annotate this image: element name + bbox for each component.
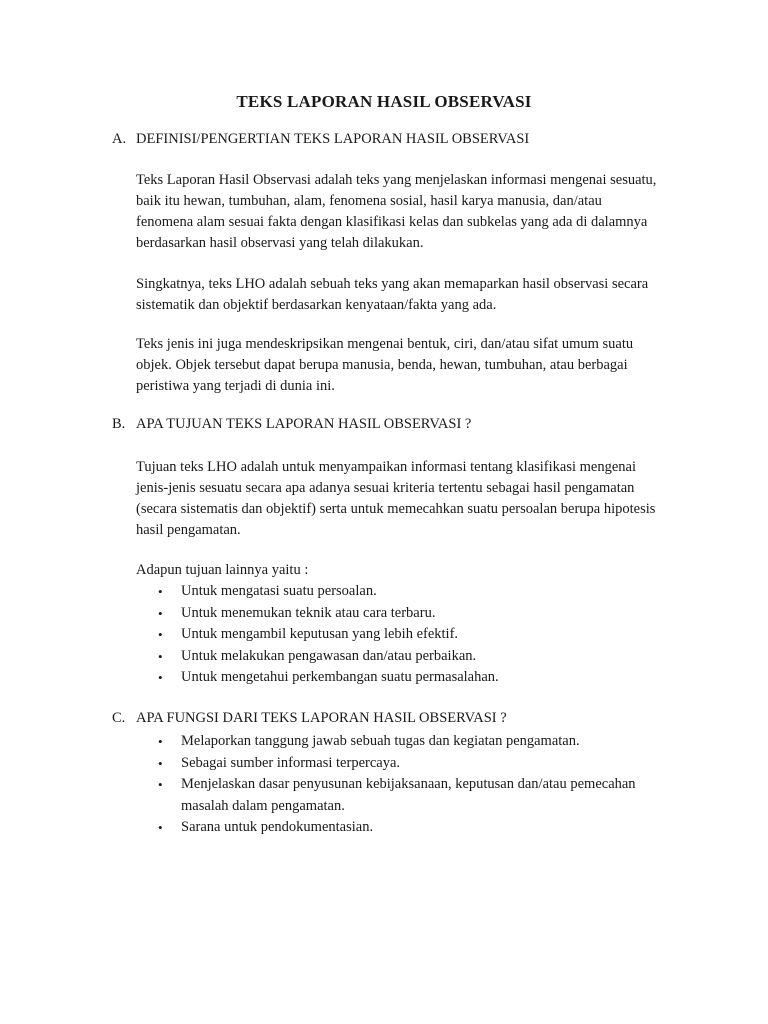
section-b-paragraph-1 <box>136 457 696 541</box>
section-c-heading <box>112 710 507 727</box>
section-a-paragraph-3 <box>136 334 696 397</box>
section-a-paragraph-2 <box>136 274 696 316</box>
list-item-text: Untuk mengatasi suatu persoalan. <box>181 583 377 599</box>
paragraph-line: sistematik dan objektif berdasarkan kenyataan/fakta yang ada. <box>136 297 497 313</box>
list-item-text: Untuk mengambil keputusan yang lebih efektif. <box>181 626 459 642</box>
bullet-icon: • <box>158 820 163 835</box>
paragraph-line: hasil pengamatan. <box>136 522 241 538</box>
list-item <box>158 731 636 753</box>
paragraph-line: fenomena alam sesuai fakta dengan klasifikasi kelas dan subkelas yang ada di dalamnya <box>136 214 648 230</box>
bullet-icon: • <box>158 755 163 771</box>
section-b-heading <box>112 416 471 433</box>
section-b-bullet-list <box>158 581 499 689</box>
paragraph-line: peristiwa yang terjadi di dunia ini. <box>136 378 335 394</box>
section-a-paragraph-1 <box>136 170 696 254</box>
section-b-letter: B. <box>112 416 126 432</box>
paragraph-line: Teks Laporan Hasil Observasi adalah teks yang menjelaskan informasi mengenai sesuatu, <box>136 172 657 188</box>
bullet-icon: • <box>158 670 163 685</box>
bullet-icon: • <box>158 605 163 621</box>
list-item-text: Sarana untuk pendokumentasian. <box>181 819 374 835</box>
list-item <box>158 646 499 668</box>
section-a-heading <box>112 131 529 148</box>
list-item-text: Untuk melakukan pengawasan dan/atau perbaikan. <box>181 647 477 664</box>
paragraph-line: Teks jenis ini juga mendeskripsikan mengenai bentuk, ciri, dan/atau sifat umum suatu <box>136 336 634 352</box>
section-c-title: APA FUNGSI DARI TEKS LAPORAN HASIL OBSERVASI ? <box>136 710 507 726</box>
paragraph-line: Adapun tujuan lainnya yaitu : <box>136 562 309 578</box>
list-item-text: Melaporkan tanggung jawab sebuah tugas dan kegiatan pengamatan. <box>181 733 580 749</box>
bullet-icon: • <box>158 777 163 792</box>
list-item <box>158 624 499 646</box>
list-item-text: masalah dalam pengamatan. <box>181 797 345 814</box>
paragraph-line: objek. Objek tersebut dapat berupa manusia, benda, hewan, tumbuhan, atau berbagai <box>136 357 628 373</box>
list-item-text: Untuk menemukan teknik atau cara terbaru. <box>181 604 436 621</box>
bullet-icon: • <box>158 627 163 642</box>
paragraph-line: jenis-jenis sesuatu secara apa adanya sesuai kriteria tertentu sebagai hasil pengamatan <box>136 480 635 496</box>
paragraph-line: (secara sistematis dan objektif) serta untuk memecahkan suatu persoalan berupa hipotesis <box>136 501 656 517</box>
bullet-icon: • <box>158 734 163 749</box>
list-item <box>158 753 636 775</box>
bullet-icon: • <box>158 648 163 664</box>
section-c-letter: C. <box>112 710 126 726</box>
list-item <box>158 603 499 625</box>
document-title: TEKS LAPORAN HASIL OBSERVASI <box>236 92 532 111</box>
paragraph-line: Singkatnya, teks LHO adalah sebuah teks yang akan memaparkan hasil observasi secara <box>136 276 649 292</box>
paragraph-line: Tujuan teks LHO adalah untuk menyampaikan informasi tentang klasifikasi mengenai <box>136 459 637 475</box>
list-item <box>158 581 499 603</box>
section-b-intro <box>136 560 696 581</box>
list-item <box>158 667 499 689</box>
section-a-letter: A. <box>112 131 127 147</box>
list-item <box>158 774 636 817</box>
section-c-bullet-list <box>158 731 636 839</box>
paragraph-line: berdasarkan hasil observasi yang telah dilakukan. <box>136 235 424 251</box>
list-item-text: Menjelaskan dasar penyusunan kebijaksanaan, keputusan dan/atau pemecahan <box>181 776 636 792</box>
list-item <box>158 817 636 839</box>
list-item-text: Untuk mengetahui perkembangan suatu permasalahan. <box>181 669 499 685</box>
paragraph-line: baik itu hewan, tumbuhan, alam, fenomena sosial, hasil karya manusia, dan/atau <box>136 193 602 209</box>
section-b-title: APA TUJUAN TEKS LAPORAN HASIL OBSERVASI ? <box>136 416 472 432</box>
section-a-title: DEFINISI/PENGERTIAN TEKS LAPORAN HASIL OBSERVASI <box>136 131 530 147</box>
bullet-icon: • <box>158 584 163 599</box>
list-item-text: Sebagai sumber informasi terpercaya. <box>181 754 401 771</box>
